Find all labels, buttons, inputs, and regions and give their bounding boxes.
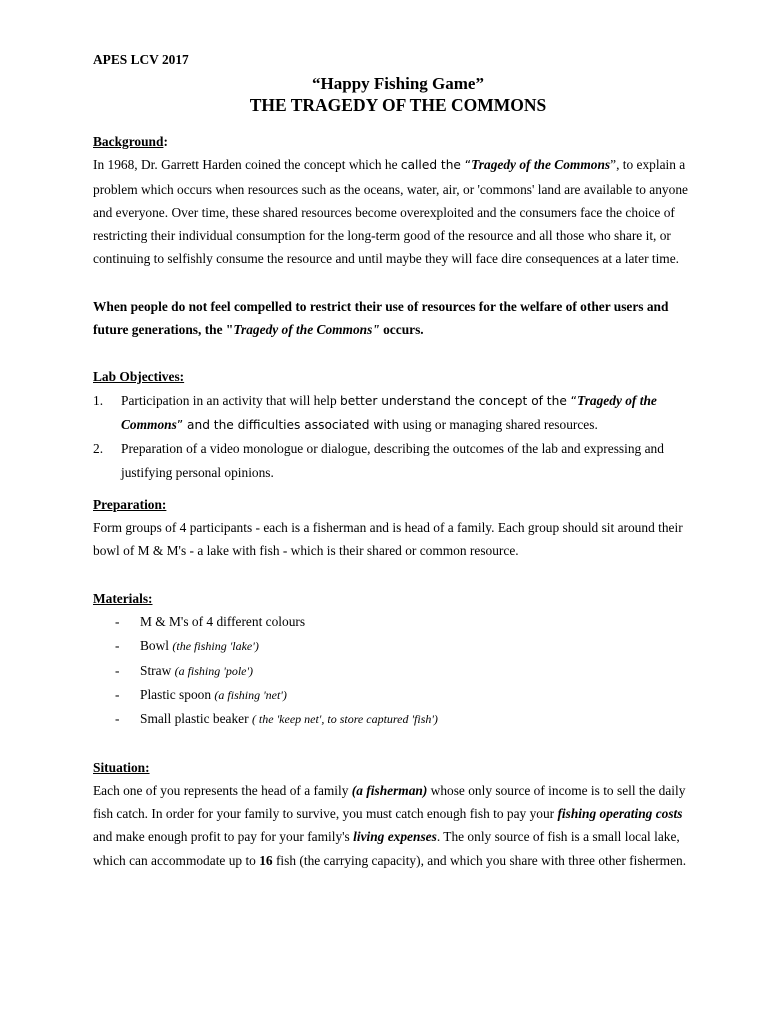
background-heading-line: Background:: [93, 134, 168, 149]
situation-paragraph: Each one of you represents the head of a family (a fisherman) whose only source of income is to sell the daily fish catch. In order for your family to survive, you must catch enough fish to pay your fishing operating costs and make enough profit to pay for your family's living expenses. The only source of fish is a small local lake, which can accommodate up to 16 fish (the carrying capacity), and which you share with three other fishermen.: [93, 782, 687, 868]
list-item: 1. Participation in an activity that will help better understand the concept of the “Tragedy of the Commons” and the difficulties associated with using or managing shared resources.: [93, 392, 657, 432]
list-item: - Small plastic beaker ( the 'keep net', to store captured 'fish'): [115, 711, 438, 727]
game-title: “Happy Fishing Game”: [312, 74, 484, 93]
list-item: - M & M's of 4 different colours: [115, 614, 306, 630]
course-header: APES LCV 2017: [93, 52, 189, 67]
list-item: - Bowl (the fishing 'lake'): [115, 638, 259, 654]
objectives-heading: Lab Objectives:: [93, 369, 185, 385]
document-title: THE TRAGEDY OF THE COMMONS: [249, 95, 547, 115]
materials-list: [93, 610, 693, 731]
materials-heading: Materials:: [93, 590, 153, 606]
preparation-heading: Preparation:: [93, 496, 167, 512]
document-page: [93, 50, 693, 872]
key-statement: When people do not feel compelled to restrict their use of resources for the welfare of other users and future generations, the "Tragedy of the Commons" occurs.: [93, 298, 669, 338]
preparation-paragraph: Form groups of 4 participants - each is a fisherman and is head of a family. Each group should sit around their bowl of M & M's - a lake with fish - which is their shared or common resource.: [93, 520, 683, 559]
list-item: - Plastic spoon (a fishing 'net'): [115, 686, 287, 702]
list-item: 2. Preparation of a video monologue or dialogue, describing the outcomes of the lab and expressing and justifying personal opinions.: [93, 441, 664, 480]
situation-heading: Situation:: [93, 759, 150, 775]
background-paragraph: In 1968, Dr. Garrett Harden coined the concept which he called the “Tragedy of the Commons”, to explain a problem which occurs when resources such as the oceans, water, air, or 'commons' land are available to anyone and everyone. Over time, these shared resources become overexploited and the consumers face the choice of restricting their individual consumption for the long-term good of the resource and all those who share it, or continuing to selfishly consume the resource and until maybe they will face dire consequences at a later time.: [93, 157, 688, 267]
list-item: - Straw (a fishing 'pole'): [115, 662, 254, 678]
background-heading: Background: [93, 134, 164, 149]
objectives-list: [93, 389, 693, 484]
